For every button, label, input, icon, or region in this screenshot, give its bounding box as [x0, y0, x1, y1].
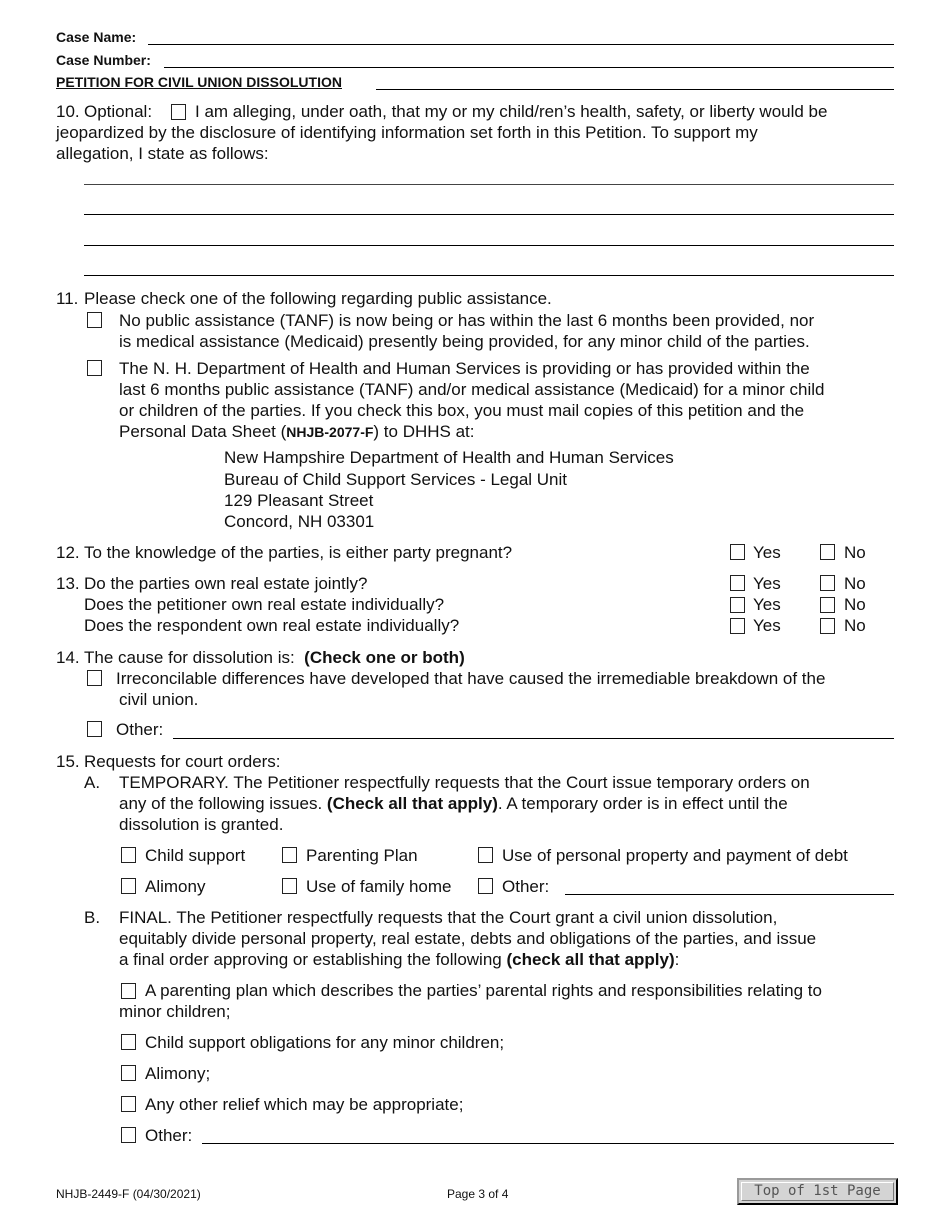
item12-number: 12. [56, 543, 80, 562]
temp-family-home-label: Use of family home [306, 877, 452, 896]
temp-child-support-checkbox[interactable] [121, 847, 136, 863]
case-name-field[interactable] [148, 44, 894, 45]
item13-q1-no-checkbox[interactable] [820, 575, 835, 591]
item13-q3-no-checkbox[interactable] [820, 618, 835, 634]
item15-b-line3: a final order approving or establishing the following (check all that apply): [119, 950, 680, 969]
item13-q1-no-label: No [844, 574, 866, 593]
item13-q1-yes-label: Yes [753, 574, 781, 593]
item12-no-label: No [844, 543, 866, 562]
dhhs-address-line-2: Bureau of Child Support Services - Legal Unit [224, 470, 568, 489]
temp-child-support-label: Child support [145, 846, 246, 865]
item13-q2-no-label: No [844, 595, 866, 614]
item10-line1: I am alleging, under oath, that my or my child/ren’s health, safety, or liberty would be [195, 102, 828, 121]
temp-alimony-checkbox[interactable] [121, 878, 136, 894]
item11-opt2-line2: last 6 months public assistance (TANF) and/or medical assistance (Medicaid) for a minor child [119, 380, 825, 399]
final-other-relief-label: Any other relief which may be appropriate; [145, 1095, 464, 1114]
item13-q1-yes-checkbox[interactable] [730, 575, 745, 591]
item13-q2-yes-label: Yes [753, 595, 781, 614]
final-parenting-plan-checkbox[interactable] [121, 983, 136, 999]
final-parenting-plan-line1: A parenting plan which describes the parties’ parental rights and responsibilities relating to [145, 981, 822, 1000]
final-other-field[interactable] [202, 1143, 894, 1144]
item11-opt2-line3: or children of the parties. If you check this box, you must mail copies of this petition and the [119, 401, 805, 420]
top-of-first-page-label: Top of 1st Page [754, 1183, 881, 1199]
item14-irreconcilable-checkbox[interactable] [87, 670, 102, 686]
item12-yes-label: Yes [753, 543, 781, 562]
item15-a-line1: TEMPORARY. The Petitioner respectfully requests that the Court issue temporary orders on [119, 773, 810, 792]
final-alimony-label: Alimony; [145, 1064, 211, 1083]
final-parenting-plan-line2: minor children; [119, 1002, 231, 1021]
item10-answer-line-4[interactable] [84, 275, 894, 276]
item12-yes-checkbox[interactable] [730, 544, 745, 560]
item11-intro: Please check one of the following regarding public assistance. [84, 289, 552, 308]
item10-answer-line-1[interactable] [84, 184, 894, 185]
temp-other-checkbox[interactable] [478, 878, 493, 894]
temp-parenting-plan-checkbox[interactable] [282, 847, 297, 863]
item10-number: 10. [56, 102, 80, 121]
form-reference: NHJB-2077-F [286, 424, 374, 440]
case-number-field[interactable] [164, 67, 894, 68]
item11-number: 11. [56, 289, 79, 308]
item15-b-line2: equitably divide personal property, real estate, debts and obligations of the parties, and issue [119, 929, 817, 948]
dhhs-address-line-1: New Hampshire Department of Health and Human Services [224, 448, 674, 467]
item10-optional-label: Optional: [84, 102, 153, 121]
dhhs-address-line-3: 129 Pleasant Street [224, 491, 374, 510]
item14-opt1-line2: civil union. [119, 690, 199, 709]
item11-opt1-line2: is medical assistance (Medicaid) presently being provided, for any minor child of the parties. [119, 332, 810, 351]
item11-opt2-line4: Personal Data Sheet (NHJB-2077-F) to DHHS at: [119, 422, 475, 441]
dhhs-address-line-4: Concord, NH 03301 [224, 512, 375, 531]
form-id: NHJB-2449-F (04/30/2021) [56, 1187, 201, 1201]
temp-personal-property-checkbox[interactable] [478, 847, 493, 863]
item13-q2-no-checkbox[interactable] [820, 597, 835, 613]
item11-no-assistance-checkbox[interactable] [87, 312, 102, 328]
item10-line3: allegation, I state as follows: [56, 144, 269, 163]
temp-parenting-plan-label: Parenting Plan [306, 846, 418, 865]
item14-instruction: (Check one or both) [304, 648, 465, 667]
item13-q3-yes-checkbox[interactable] [730, 618, 745, 634]
item15-a-line2: any of the following issues. (Check all that apply). A temporary order is in effect until the [119, 794, 788, 813]
item15-intro: Requests for court orders: [84, 752, 281, 771]
final-other-label: Other: [145, 1126, 193, 1145]
item15-b-letter: B. [84, 908, 101, 927]
item10-line2: jeopardized by the disclosure of identifying information set forth in this Petition. To support my [56, 123, 758, 142]
item11-opt1-line1: No public assistance (TANF) is now being or has within the last 6 months been provided, nor [119, 311, 815, 330]
final-child-support-label: Child support obligations for any minor children; [145, 1033, 505, 1052]
item13-q2-yes-checkbox[interactable] [730, 597, 745, 613]
item12-no-checkbox[interactable] [820, 544, 835, 560]
item10-answer-line-2[interactable] [84, 214, 894, 215]
case-number-label: Case Number: [56, 52, 151, 68]
case-name-label: Case Name: [56, 29, 137, 45]
item11-dhhs-checkbox[interactable] [87, 360, 102, 376]
item14-other-label: Other: [116, 720, 164, 739]
item15-number: 15. [56, 752, 80, 771]
final-alimony-checkbox[interactable] [121, 1065, 136, 1081]
final-other-relief-checkbox[interactable] [121, 1096, 136, 1112]
temp-family-home-checkbox[interactable] [282, 878, 297, 894]
final-child-support-checkbox[interactable] [121, 1034, 136, 1050]
item13-q1: Do the parties own real estate jointly? [84, 574, 368, 593]
item14-intro: The cause for dissolution is: (Check one or both) [84, 648, 465, 667]
item11-opt2-line1: The N. H. Department of Health and Human Services is providing or has provided within the [119, 359, 810, 378]
item13-number: 13. [56, 574, 80, 593]
form-title: PETITION FOR CIVIL UNION DISSOLUTION [56, 74, 342, 90]
item10-checkbox[interactable] [171, 104, 186, 120]
item10-answer-line-3[interactable] [84, 245, 894, 246]
temp-personal-property-label: Use of personal property and payment of debt [502, 846, 848, 865]
temp-other-field[interactable] [565, 894, 894, 895]
item13-q3-yes-label: Yes [753, 616, 781, 635]
item15-a-letter: A. [84, 773, 101, 792]
final-other-checkbox[interactable] [121, 1127, 136, 1143]
top-of-first-page-button[interactable] [737, 1178, 898, 1205]
item14-opt1-line1: Irreconcilable differences have developed that have caused the irremediable breakdown of the [116, 669, 826, 688]
temp-other-label: Other: [502, 877, 550, 896]
item14-other-checkbox[interactable] [87, 721, 102, 737]
item14-number: 14. [56, 648, 80, 667]
item13-q3-no-label: No [844, 616, 866, 635]
item15-a-line3: dissolution is granted. [119, 815, 284, 834]
item12-question: To the knowledge of the parties, is either party pregnant? [84, 543, 513, 562]
title-rule [376, 89, 894, 90]
item13-q3: Does the respondent own real estate individually? [84, 616, 460, 635]
page-number: Page 3 of 4 [447, 1187, 509, 1201]
item13-q2: Does the petitioner own real estate individually? [84, 595, 445, 614]
item15-b-line1: FINAL. The Petitioner respectfully requests that the Court grant a civil union dissolution, [119, 908, 778, 927]
item14-other-field[interactable] [173, 738, 894, 739]
temp-alimony-label: Alimony [145, 877, 206, 896]
